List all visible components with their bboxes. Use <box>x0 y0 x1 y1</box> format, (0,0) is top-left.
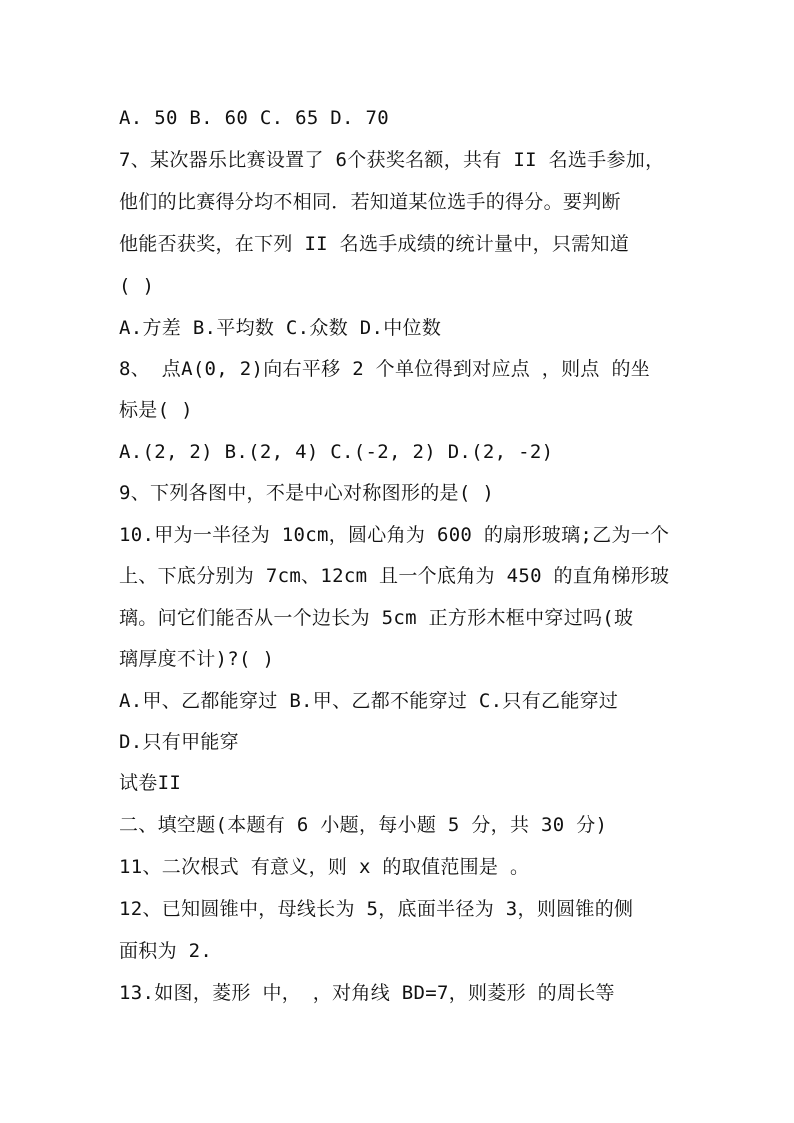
text-line-13: 璃。问它们能否从一个边长为 5cm 正方形木框中穿过吗(玻 <box>119 607 634 629</box>
text-line-19: 11、二次根式 有意义，则 x 的取值范围是 。 <box>119 856 530 878</box>
text-line-18: 二、填空题(本题有 6 小题，每小题 5 分，共 30 分) <box>119 814 608 836</box>
text-line-11: 10.甲为一半径为 10cm，圆心角为 600 的扇形玻璃;乙为一个 <box>119 524 670 546</box>
text-line-20: 12、已知圆锥中，母线长为 5，底面半径为 3，则圆锥的侧 <box>119 898 634 920</box>
text-line-10: 9、下列各图中，不是中心对称图形的是( ) <box>119 482 495 504</box>
text-line-1: A. 50 B. 60 C. 65 D. 70 <box>119 107 389 129</box>
text-line-9: A.(2, 2) B.(2, 4) C.(-2, 2) D.(2, -2) <box>119 441 554 463</box>
text-line-15: A.甲、乙都能穿过 B.甲、乙都不能穿过 C.只有乙能穿过 <box>119 690 619 712</box>
text-line-16: D.只有甲能穿 <box>119 731 239 753</box>
text-line-6: A.方差 B.平均数 C.众数 D.中位数 <box>119 317 442 339</box>
text-line-8: 标是( ) <box>119 399 193 421</box>
text-line-21: 面积为 2. <box>119 940 213 962</box>
text-line-17: 试卷II <box>119 772 182 794</box>
text-line-3: 他们的比赛得分均不相同．若知道某位选手的得分。要判断 <box>119 191 621 213</box>
text-line-4: 他能否获奖，在下列 II 名选手成绩的统计量中，只需知道 <box>119 233 630 255</box>
text-line-5: ( ) <box>119 275 155 297</box>
text-line-14: 璃厚度不计)?( ) <box>119 648 275 670</box>
text-line-22: 13.如图，菱形 中， ，对角线 BD=7，则菱形 的周长等 <box>119 982 615 1004</box>
text-line-12: 上、下底分别为 7cm、12cm 且一个底角为 450 的直角梯形玻 <box>119 565 670 587</box>
text-line-2: 7、某次器乐比赛设置了 6个获奖名额，共有 II 名选手参加， <box>119 149 665 171</box>
text-line-7: 8、 点A(0, 2)向右平移 2 个单位得到对应点 ，则点 的坐 <box>119 358 651 380</box>
